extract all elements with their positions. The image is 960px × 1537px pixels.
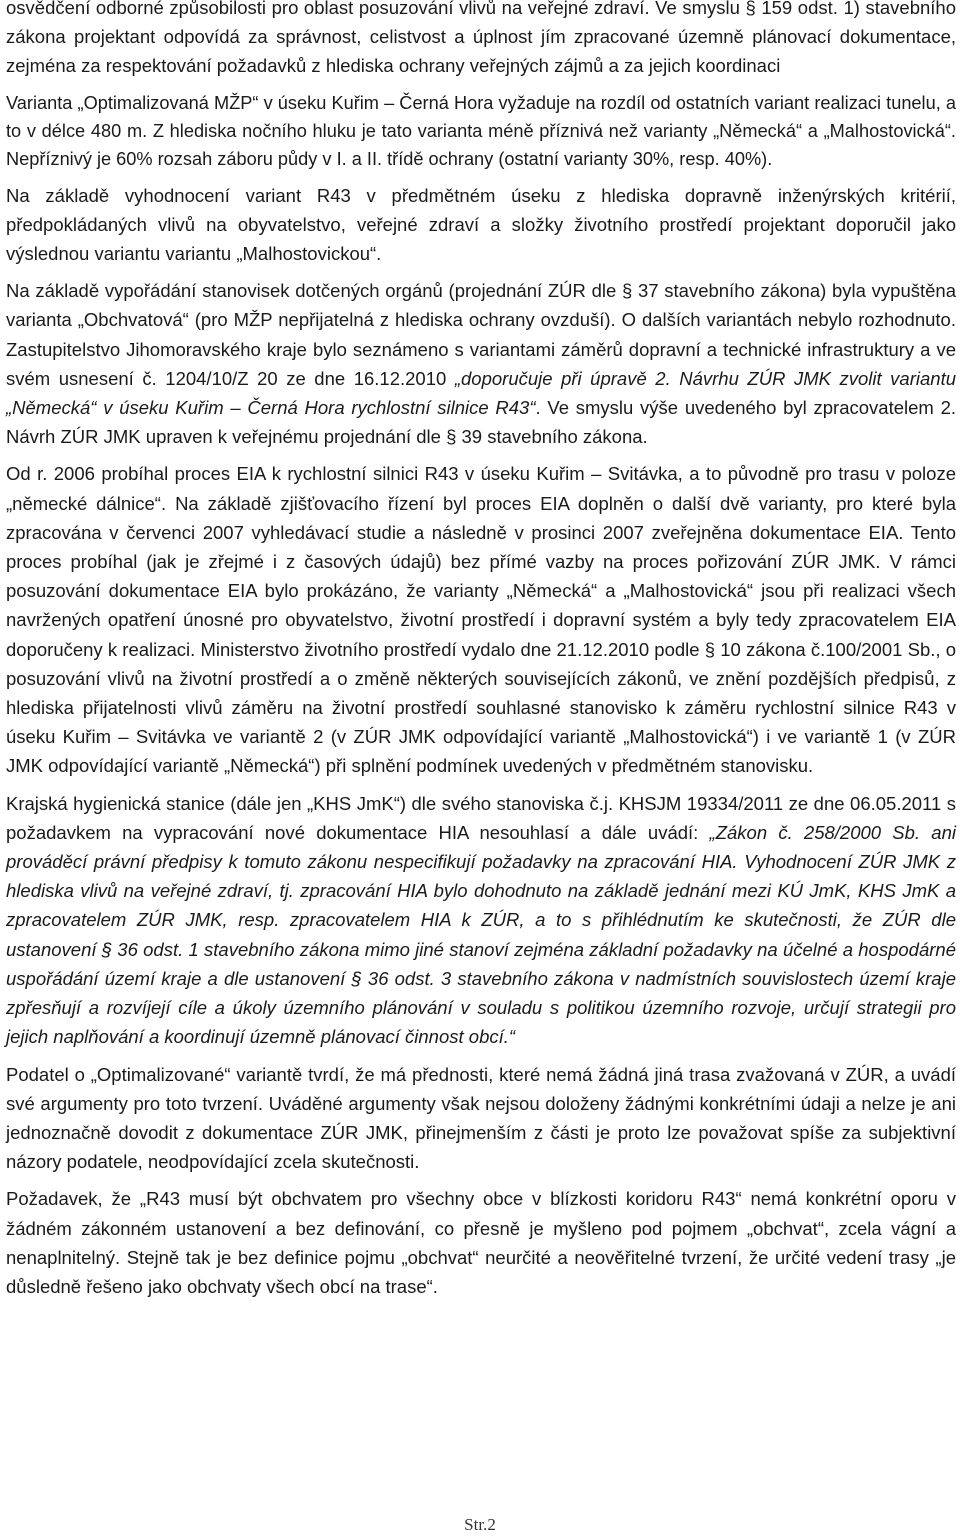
paragraph-7: [6, 1060, 956, 1177]
paragraph-4-quote: „doporučuje při úpravě 2. Návrhu ZÚR JMK zvolit variantu „Německá“ v úseku Kuřim – Černá Hora rychlostní silnice R43“: [6, 367, 956, 419]
paragraph-4-text-b: . Ve smyslu výše uvedeného byl zpracovatelem 2. Návrh ZÚR JMK upraven k veřejnému projednání dle § 39 stavebního zákona.: [6, 397, 956, 448]
paragraph-6: [6, 789, 956, 1052]
paragraph-6-text: Krajská hygienická stanice (dále jen „KHS JmK“) dle svého stanoviska č.j. KHSJM 19334/2011 ze dne 06.05.2011 s požadavkem na vypracování nové dokumentace HIA nesouhlasí a dále uvádí:: [6, 792, 956, 843]
paragraph-1-text: osvědčení odborné způsobilosti pro oblast posuzování vlivů na veřejné zdraví. Ve smyslu § 159 odst. 1) stavebního zákona projektant odpovídá za správnost, celistvost a úplnost jím zpracované územně plánovací dokumentace, zejména za respektování požadavků z hlediska ochrany veřejných zájmů a za jejich koordinaci: [6, 0, 956, 77]
paragraph-7-text: Podatel o „Optimalizované“ variantě tvrdí, že má přednosti, které nemá žádná jiná trasa zvažovaná v ZÚR, a uvádí své argumenty pro toto tvrzení. Uváděné argumenty však nejsou doloženy žádnými konkrétními údaji a nelze je ani jednoznačně dovodit z dokumentace ZÚR JMK, přinejmenším z části je proto lze považovat spíše za subjektivní názory podatele, neodpovídající zcela skutečnosti.: [6, 1063, 956, 1173]
paragraph-4: [6, 276, 956, 451]
paragraph-2: [6, 89, 956, 173]
paragraph-3: [6, 181, 956, 269]
document-body: [6, 0, 956, 1301]
paragraph-4-text-a: Na základě vypořádání stanovisek dotčených orgánů (projednání ZÚR dle § 37 stavebního zákona) byla vypuštěna varianta „Obchvatová“ (pro MŽP nepřijatelná z hlediska ochrany ovzduší). O dalších variantách nebylo rozhodnuto. Zastupitelstvo Jihomoravského kraje bylo seznámeno s variantami záměrů dopravní a technické infrastruktury a ve svém usnesení č. 1204/10/Z 20 ze dne 16.12.2010: [6, 280, 956, 389]
page-number: Str.2: [464, 1515, 496, 1534]
paragraph-5-text: Od r. 2006 probíhal proces EIA k rychlostní silnici R43 v úseku Kuřim – Svitávka, a to původně pro trasu v poloze „německé dálnice“. Na základě zjišťovacího řízení byl proces EIA doplněn o další dvě varianty, pro které byla zpracována v červenci 2007 vyhledávací studie a následně v prosinci 2007 zveřejněna dokumentace EIA. Tento proces probíhal (jak je zřejmé i z časových údajů) bez přímé vazby na proces pořizování ZÚR JMK. V rámci posuzování dokumentace EIA bylo prokázáno, že varianty „Německá“ a „Malhostovická“ jsou při realizaci všech navržených opatření únosné pro obyvatelstvo, životní prostředí i dopravní systém a byly tedy zpracovatelem EIA doporučeny k realizaci. Ministerstvo životního prostředí vydalo dne 21.12.2010 podle § 10 zákona č.100/2001 Sb., o posuzování vlivů na životní prostředí a o změně některých souvisejících zákonů, ve znění pozdějších předpisů, z hlediska přijatelnosti vlivů záměru na životní prostředí souhlasné stanovisko k záměru rychlostní silnice R43 v úseku Kuřim – Svitávka ve variantě 2 (v ZÚR JMK odpovídající variantě „Malhostovická“) i ve variantě 1 (v ZÚR JMK odpovídající variantě „Německá“) při splnění podmínek uvedených v předmětném stanovisku.: [6, 463, 956, 777]
paragraph-5: [6, 459, 956, 780]
paragraph-8: [6, 1184, 956, 1301]
paragraph-1: [6, 0, 956, 81]
paragraph-3-text: Na základě vyhodnocení variant R43 v předmětném úseku z hlediska dopravně inženýrských kritérií, předpokládaných vlivů na obyvatelstvo, veřejné zdraví a složky životního prostředí projektant doporučil jako výslednou variantu variantu „Malhostovickou“.: [6, 184, 956, 265]
paragraph-6-quote: „Zákon č. 258/2000 Sb. ani prováděcí právní předpisy k tomuto zákonu nespecifikují požadavky na zpracování HIA. Vyhodnocení ZÚR JMK z hlediska vlivů na veřejné zdraví, tj. zpracování HIA bylo dohodnuto na základě jednání mezi KÚ JmK, KHS JmK a zpracovatelem ZÚR JMK, resp. zpracovatelem HIA k ZÚR, a to s přihlédnutím ke skutečnosti, že ZÚR dle ustanovení § 36 odst. 1 stavebního zákona mimo jiné stanoví zejména základní požadavky na účelné a hospodárné uspořádání území kraje a dle ustanovení § 36 odst. 3 stavebního zákona v nadmístních souvislostech území kraje zpřesňují a rozvíjejí cíle a úkoly územního plánování v souladu s politikou územního rozvoje, určují strategii pro jejich naplňování a koordinují územně plánovací činnost obcí.“: [6, 821, 956, 1048]
paragraph-2-text: Varianta „Optimalizovaná MŽP“ v úseku Kuřim – Černá Hora vyžaduje na rozdíl od ostatních variant realizaci tunelu, a to v délce 480 m. Z hlediska nočního hluku je tato varianta méně příznivá než varianty „Německá“ a „Malhostovická“. Nepříznivý je 60% rozsah záboru půdy v I. a II. třídě ochrany (ostatní varianty 30%, resp. 40%).: [6, 92, 956, 169]
paragraph-8-text: Požadavek, že „R43 musí být obchvatem pro všechny obce v blízkosti koridoru R43“ nemá konkrétní oporu v žádném zákonném ustanovení a bez definování, co přesně je myšleno pod pojmem „obchvat“, zcela vágní a nenaplnitelný. Stejně tak je bez definice pojmu „obchvat“ neurčité a neověřitelné tvrzení, že určité vedení trasy „je důsledně řešeno jako obchvaty všech obcí na trase“.: [6, 1188, 956, 1297]
